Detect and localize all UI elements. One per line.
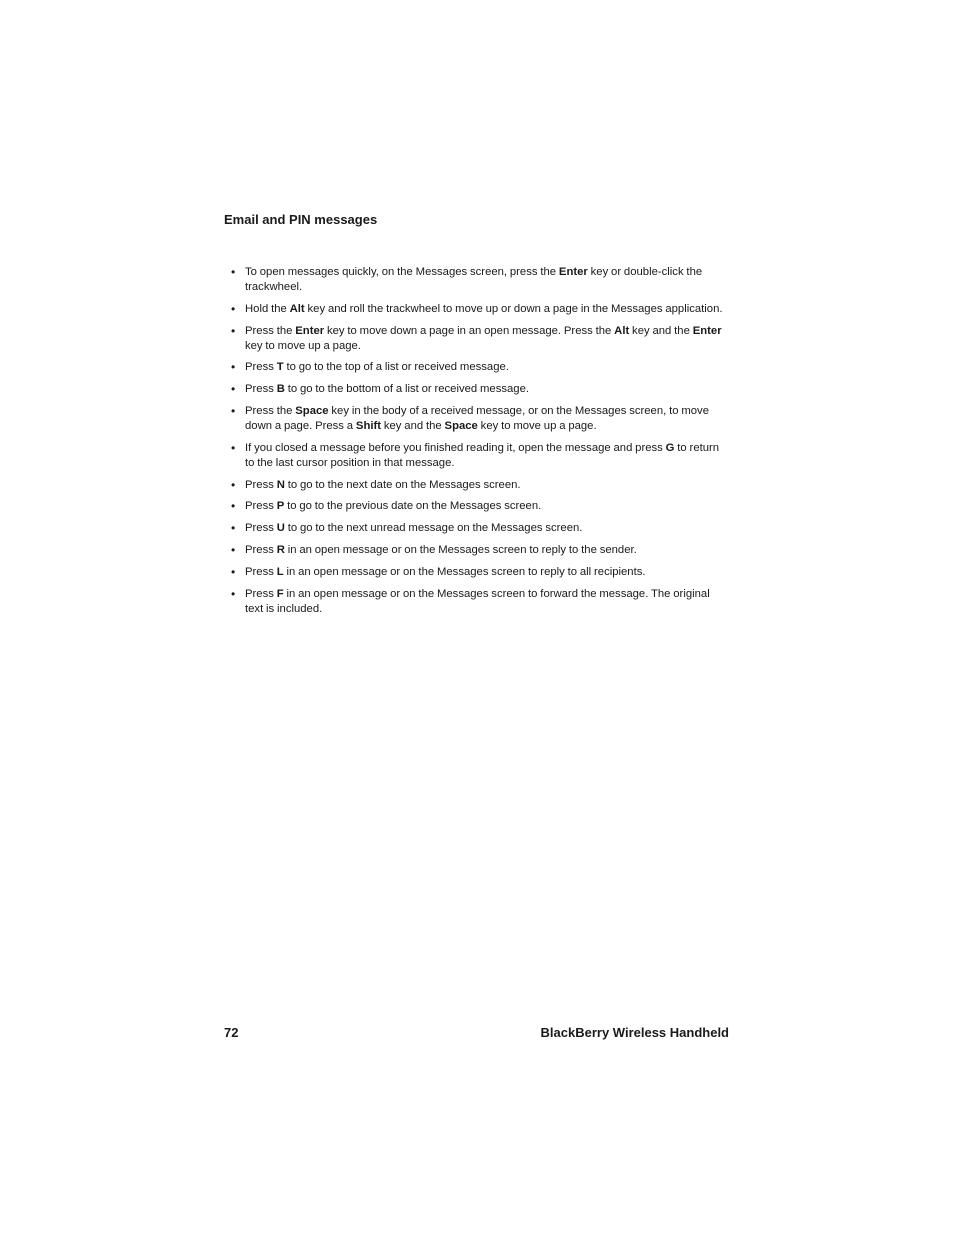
bullet-icon: • — [231, 521, 236, 536]
key-name: L — [276, 565, 284, 578]
tip-text: Press — [245, 478, 277, 491]
key-name: Shift — [355, 419, 382, 432]
page-number: 72 — [224, 1025, 239, 1040]
key-name: N — [276, 478, 285, 491]
bullet-icon: • — [231, 477, 236, 492]
key-name: U — [276, 522, 285, 535]
bullet-icon: • — [231, 382, 236, 397]
tip-text: If you closed a message before you finished reading it, open the message and press — [245, 441, 666, 454]
key-name: Enter — [295, 324, 325, 337]
bullet-icon: • — [231, 323, 236, 338]
tip-text: in an open message or on the Messages screen to reply to all recipients. — [283, 565, 646, 578]
tip-text: key or double-click the trackwheel. — [245, 266, 703, 293]
list-item — [231, 324, 723, 354]
list-item — [231, 382, 723, 397]
key-name: Enter — [692, 324, 722, 337]
tip-text: key to move up a page. — [477, 419, 597, 432]
list-item — [231, 441, 723, 471]
list-item — [231, 360, 723, 375]
key-name: T — [276, 361, 284, 374]
tip-text: Press the — [245, 324, 296, 337]
bullet-icon: • — [231, 360, 236, 375]
bullet-icon: • — [231, 403, 236, 418]
tip-text: To open messages quickly, on the Messages screen, press the — [245, 266, 559, 278]
tip-text: key and roll the trackwheel to move up or down a page in the Messages application. — [304, 302, 723, 315]
list-item — [231, 499, 723, 514]
tip-text: to go to the bottom of a list or received message. — [284, 383, 529, 396]
list-item — [231, 265, 723, 295]
tip-text: key in the body of a received message, or on the Messages screen, to move down a page. Press a — [245, 404, 709, 432]
tips-list — [231, 265, 723, 623]
tip-text: to go to the next unread message on the Messages screen. — [284, 522, 583, 535]
list-item — [231, 404, 723, 434]
tip-text: Press — [245, 543, 277, 556]
bullet-icon: • — [231, 301, 236, 316]
section-heading: Email and PIN messages — [224, 212, 378, 227]
tip-text: Press — [245, 565, 277, 578]
tip-text: to go to the previous date on the Messages screen. — [284, 500, 542, 513]
list-item — [231, 565, 723, 580]
tip-text: Press — [245, 522, 277, 535]
key-name: Alt — [289, 302, 305, 315]
key-name: R — [276, 543, 285, 556]
tip-text: Hold the — [245, 302, 290, 315]
tip-text: in an open message or on the Messages screen to forward the message. The original text is included. — [245, 587, 710, 615]
tip-text: Press — [245, 361, 277, 374]
tip-text: to return to the last cursor position in that message. — [245, 441, 720, 469]
key-name: G — [665, 441, 675, 454]
tip-text: Press — [245, 383, 277, 396]
tip-text: key and the — [381, 419, 445, 432]
list-item — [231, 521, 723, 536]
tip-text: to go to the top of a list or received message. — [283, 361, 509, 374]
tip-text: in an open message or on the Messages screen to reply to the sender. — [284, 543, 637, 556]
bullet-icon: • — [231, 499, 236, 514]
tip-text: Press — [245, 500, 277, 513]
key-name: Enter — [558, 266, 588, 278]
tip-text: key to move down a page in an open message. Press the — [324, 324, 615, 337]
book-title: BlackBerry Wireless Handheld — [540, 1025, 729, 1040]
tip-text: to go to the next date on the Messages screen. — [284, 478, 521, 491]
list-item — [231, 302, 723, 317]
tip-text: Press — [245, 587, 277, 600]
key-name: B — [276, 383, 285, 396]
tip-text: Press the — [245, 404, 296, 417]
bullet-icon: • — [231, 440, 236, 455]
bullet-icon: • — [231, 564, 236, 579]
bullet-icon: • — [231, 542, 236, 557]
key-name: Space — [295, 404, 329, 417]
key-name: Space — [444, 419, 478, 432]
list-item — [231, 587, 723, 617]
tip-text: key and the — [629, 324, 693, 337]
key-name: P — [276, 500, 285, 513]
tip-text: key to move up a page. — [245, 339, 361, 352]
bullet-icon: • — [231, 586, 236, 601]
list-item — [231, 478, 723, 493]
key-name: F — [276, 587, 284, 600]
list-item — [231, 543, 723, 558]
bullet-icon: • — [231, 265, 236, 279]
key-name: Alt — [614, 324, 630, 337]
